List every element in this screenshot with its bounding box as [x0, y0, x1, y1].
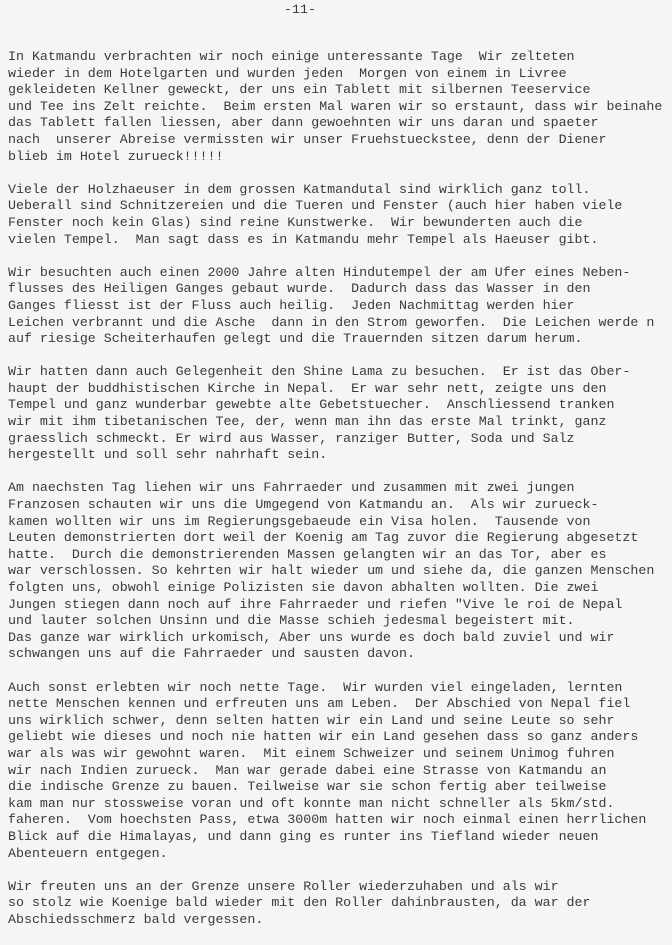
text-line: Blick auf die Himalayas, und dann ging es runter ins Tiefland wieder neuen — [8, 828, 599, 844]
text-line: nette Menschen kennen und erfreuten uns am Leben. Der Abschied von Nepal fiel — [8, 696, 631, 712]
text-line: haupt der buddhistischen Kirche in Nepal. Er war sehr nett, zeigte uns den — [8, 380, 607, 396]
paragraph — [8, 364, 672, 464]
text-line: vielen Tempel. Man sagt dass es in Katmandu mehr Tempel als Haeuser gibt. — [8, 231, 599, 247]
text-line: Auch sonst erlebten wir noch nette Tage. Wir wurden viel eingeladen, lernten — [8, 679, 623, 695]
text-line: nach unserer Abreise vermissten wir unser Fruehstueckstee, denn der Diener — [8, 131, 607, 147]
text-line: Fenster noch kein Glas) sind reine Kunstwerke. Wir bewunderten auch die — [8, 214, 583, 230]
text-line: Abschiedsschmerz bald vergessen. — [8, 911, 264, 927]
text-line: Abenteuern entgegen. — [8, 845, 168, 861]
text-line: Jungen stiegen dann noch auf ihre Fahrraeder und riefen "Vive le roi de Nepal — [8, 596, 623, 612]
text-line: kam man nur stossweise voran und oft konnte man nicht schneller als 5km/std. — [8, 795, 615, 811]
paragraph — [8, 680, 672, 863]
text-line: Wir hatten dann auch Gelegenheit den Shine Lama zu besuchen. Er ist das Ober- — [8, 364, 631, 380]
text-line: das Tablett fallen liessen, aber dann gewoehnten wir uns daran und spaeter — [8, 115, 599, 131]
text-line: flusses des Heiligen Ganges gebaut wurde. Dadurch dass das Wasser in den — [8, 281, 591, 297]
paragraph — [8, 49, 672, 165]
text-line: kamen wollten wir uns im Regierungsgebaeude ein Visa holen. Tausende von — [8, 513, 591, 529]
text-line: Tempel und ganz wunderbar gewebte alte Gebetstuecher. Anschliessend tranken — [8, 397, 615, 413]
text-line: In Katmandu verbrachten wir noch einige unteressante Tage Wir zelteten — [8, 49, 575, 64]
text-line: Ganges fliesst ist der Fluss auch heilig. Jeden Nachmittag werden hier — [8, 297, 575, 313]
text-line: auf riesige Scheiterhaufen gelegt und die Trauernden sitzen darum herum. — [8, 331, 583, 347]
text-line: Ueberall sind Schnitzereien und die Tueren und Fenster (auch hier haben viele — [8, 198, 623, 214]
text-line: wieder in dem Hotelgarten und wurden jeden Morgen von einem in Livree — [8, 65, 567, 81]
text-line: Franzosen schauten wir uns die Umgegend von Katmandu an. Als wir zurueck- — [8, 497, 599, 513]
text-line: uns wirklich schwer, denn selten hatten wir ein Land und seine Leute so sehr — [8, 712, 615, 728]
paragraph — [8, 879, 672, 929]
page-number: -11- — [284, 2, 316, 17]
text-line: graesslich schmeckt. Er wird aus Wasser, ranziger Butter, Soda und Salz — [8, 430, 575, 446]
text-line: Viele der Holzhaeuser in dem grossen Katmandutal sind wirklich ganz toll. — [8, 181, 591, 197]
text-line: schwangen uns auf die Fahrraeder und sausten davon. — [8, 646, 415, 662]
text-line: faheren. Vom hoechsten Pass, etwa 3000m hatten wir noch einmal einen herrlichen — [8, 812, 647, 828]
text-line: hatte. Durch die demonstrierenden Massen gelangten wir an das Tor, aber es — [8, 546, 607, 562]
text-line: blieb im Hotel zurueck!!!!! — [8, 148, 224, 164]
text-line: Leichen verbrannt und die Asche dann in den Strom geworfen. Die Leichen werde n — [8, 314, 655, 330]
text-line: Leuten demonstrierten dort weil der Koenig am Tag zuvor die Regierung abgesetzt — [8, 530, 639, 546]
text-line: wir mit ihm tibetanischen Tee, der, wenn man ihn das erste Mal trinkt, ganz — [8, 414, 607, 430]
text-line: folgten uns, obwohl einige Polizisten sie davon abhalten wollten. Die zwei — [8, 580, 599, 595]
text-line: Das ganze war wirklich urkomisch, Aber uns wurde es doch bald zuviel und wir — [8, 629, 615, 645]
text-line: war verschlossen. So kehrten wir halt wieder um und siehe da, die ganzen Menschen — [8, 563, 655, 579]
text-line: geliebt wie dieses und noch nie hatten wir ein Land gesehen dass so ganz anders — [8, 729, 639, 745]
body-text — [8, 49, 672, 945]
text-line: und lauter solchen Unsinn und die Masse schieh jedesmal begeistert mit. — [8, 613, 575, 629]
text-line: war als was wir gewohnt waren. Mit einem Schweizer und seinem Unimog fuhren — [8, 745, 615, 761]
paragraph — [8, 182, 672, 248]
text-line: Wir freuten uns an der Grenze unsere Roller wiederzuhaben und als wir — [8, 878, 559, 894]
text-line: gekleideten Kellner geweckt, der uns ein Tablett mit silbernen Teeservice — [8, 82, 591, 98]
text-line: Wir besuchten auch einen 2000 Jahre alten Hindutempel der am Ufer eines Neben- — [8, 264, 631, 280]
paragraph — [8, 480, 672, 663]
text-line: hergestellt und soll sehr nahrhaft sein. — [8, 447, 328, 463]
paragraph — [8, 265, 672, 348]
text-line: und Tee ins Zelt reichte. Beim ersten Mal waren wir so erstaunt, dass wir beinahe — [8, 98, 663, 114]
text-line: so stolz wie Koenige bald wieder mit den Roller dahinbrausten, da war der — [8, 895, 591, 911]
text-line: die indische Grenze zu bauen. Teilweise war sie schon fertig aber teilweise — [8, 779, 607, 795]
text-line: Am naechsten Tag liehen wir uns Fahrraeder und zusammen mit zwei jungen — [8, 480, 575, 496]
text-line: wir nach Indien zurueck. Man war gerade dabei eine Strasse von Katmandu an — [8, 762, 607, 778]
